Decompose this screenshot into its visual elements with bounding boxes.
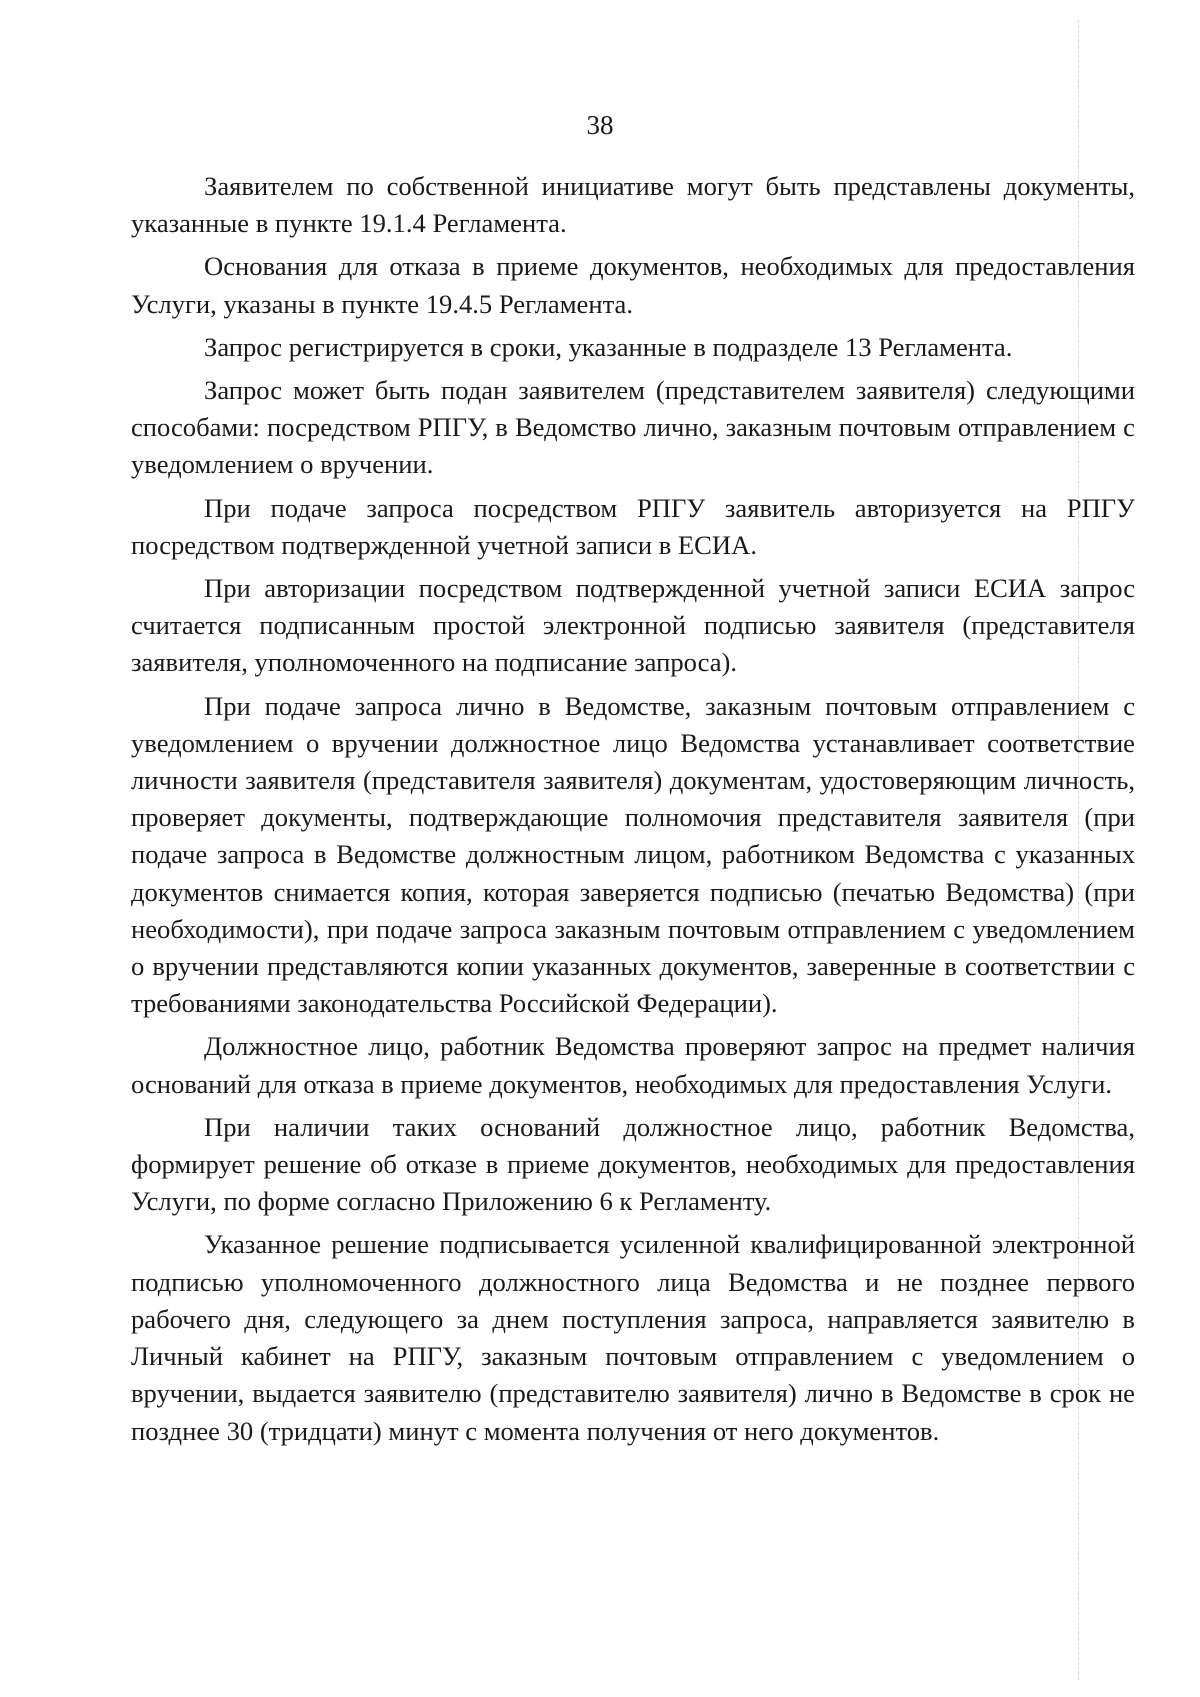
paragraph-decision-delivery: Указанное решение подписывается усиленной квалифицированной электронной подписью уполномоченного должностного лица Ведомства и не позднее первого рабочего дня, следующего за днем поступления запроса, направляется заявителю в Личный кабинет на РПГУ, заказным почтовым отправлением с уведомлением о вручении, выдается заявителю (представителю заявителя) лично в Ведомстве в срок не позднее 30 (тридцати) минут с момента получения от него документов.: [131, 1229, 1135, 1446]
paragraph-registration-terms: Запрос регистрируется в сроки, указанные в подразделе 13 Регламента.: [204, 331, 1013, 362]
paragraph-submission-methods: Запрос может быть подан заявителем (представителем заявителя) следующими способами: посредством РПГУ, в Ведомство лично, заказным почтовым отправлением с уведомлением о вручении.: [131, 375, 1135, 480]
paragraph-optional-documents: Заявителем по собственной инициативе могут быть представлены документы, указанные в пункте 19.1.4 Регламента.: [131, 171, 1135, 239]
document-body: [131, 168, 1135, 1456]
paragraph-refusal-grounds: Основания для отказа в приеме документов, необходимых для предоставления Услуги, указаны в пункте 19.4.5 Регламента.: [131, 251, 1135, 319]
paragraph-rpgu-authorization: При подаче запроса посредством РПГУ заявитель авторизуется на РПГУ посредством подтвержденной учетной записи в ЕСИА.: [131, 492, 1135, 560]
paragraph-grounds-check: Должностное лицо, работник Ведомства проверяют запрос на предмет наличия оснований для отказа в приеме документов, необходимых для предоставления Услуги.: [131, 1031, 1135, 1099]
paragraph-in-person-verification: При подаче запроса лично в Ведомстве, заказным почтовым отправлением с уведомлением о вручении должностное лицо Ведомства устанавливает соответствие личности заявителя (представителя заявителя) документам, удостоверяющим личность, проверяет документы, подтверждающие полномочия представителя заявителя (при подаче запроса в Ведомстве должностным лицом, работником Ведомства с указанных документов снимается копия, которая заверяется подписью (печатью Ведомства) (при необходимости), при подаче запроса заказным почтовым отправлением с уведомлением о вручении представляются копии указанных документов, заверенные в соответствии с требованиями законодательства Российской Федерации).: [131, 690, 1135, 1019]
paragraph-refusal-decision: При наличии таких оснований должностное лицо, работник Ведомства, формирует решение об отказе в приеме документов, необходимых для предоставления Услуги, по форме согласно Приложению 6 к Регламенту.: [131, 1111, 1135, 1217]
paragraph-esia-signature: При авторизации посредством подтвержденной учетной записи ЕСИА запрос считается подписанным простой электронной подписью заявителя (представителя заявителя, уполномоченного на подписание запроса).: [131, 573, 1135, 678]
page-number: 38: [586, 110, 614, 140]
